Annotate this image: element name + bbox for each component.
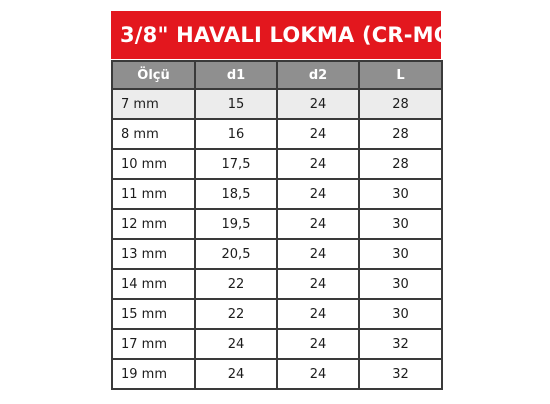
table-row (112, 299, 442, 329)
table-row (112, 239, 442, 269)
d1-cell: 18,5 (195, 179, 277, 209)
d1-cell: 17,5 (195, 149, 277, 179)
table-row (112, 209, 442, 239)
header-d2: d2 (277, 61, 359, 89)
size-cell: 7 mm (112, 89, 195, 119)
d1-cell: 15 (195, 89, 277, 119)
header-row (112, 61, 442, 89)
length-cell: 32 (359, 329, 442, 359)
table-row (112, 359, 442, 389)
d2-cell: 24 (277, 269, 359, 299)
d1-cell: 22 (195, 299, 277, 329)
d2-cell: 24 (277, 149, 359, 179)
size-cell: 13 mm (112, 239, 195, 269)
length-cell: 30 (359, 179, 442, 209)
header-length: L (359, 61, 442, 89)
d2-cell: 24 (277, 239, 359, 269)
size-cell: 17 mm (112, 329, 195, 359)
table-row (112, 89, 442, 119)
d2-cell: 24 (277, 119, 359, 149)
length-cell: 30 (359, 209, 442, 239)
d2-cell: 24 (277, 329, 359, 359)
d1-cell: 24 (195, 359, 277, 389)
table-row (112, 329, 442, 359)
d2-cell: 24 (277, 299, 359, 329)
d2-cell: 24 (277, 359, 359, 389)
length-cell: 30 (359, 299, 442, 329)
size-cell: 10 mm (112, 149, 195, 179)
size-cell: 14 mm (112, 269, 195, 299)
table-title: 3/8" HAVALI LOKMA (CR-MO) (111, 11, 441, 59)
size-cell: 8 mm (112, 119, 195, 149)
table-row (112, 179, 442, 209)
d1-cell: 22 (195, 269, 277, 299)
d2-cell: 24 (277, 89, 359, 119)
d1-cell: 20,5 (195, 239, 277, 269)
d1-cell: 19,5 (195, 209, 277, 239)
length-cell: 32 (359, 359, 442, 389)
d1-cell: 16 (195, 119, 277, 149)
spec-table (111, 60, 443, 390)
spec-card (111, 11, 462, 390)
length-cell: 28 (359, 119, 442, 149)
table-row (112, 149, 442, 179)
size-cell: 11 mm (112, 179, 195, 209)
header-d1: d1 (195, 61, 277, 89)
length-cell: 28 (359, 89, 442, 119)
header-size: Ölçü (112, 61, 195, 89)
d2-cell: 24 (277, 179, 359, 209)
length-cell: 30 (359, 269, 442, 299)
d2-cell: 24 (277, 209, 359, 239)
length-cell: 30 (359, 239, 442, 269)
size-cell: 12 mm (112, 209, 195, 239)
table-row (112, 269, 442, 299)
size-cell: 19 mm (112, 359, 195, 389)
table-row (112, 119, 442, 149)
d1-cell: 24 (195, 329, 277, 359)
length-cell: 28 (359, 149, 442, 179)
size-cell: 15 mm (112, 299, 195, 329)
